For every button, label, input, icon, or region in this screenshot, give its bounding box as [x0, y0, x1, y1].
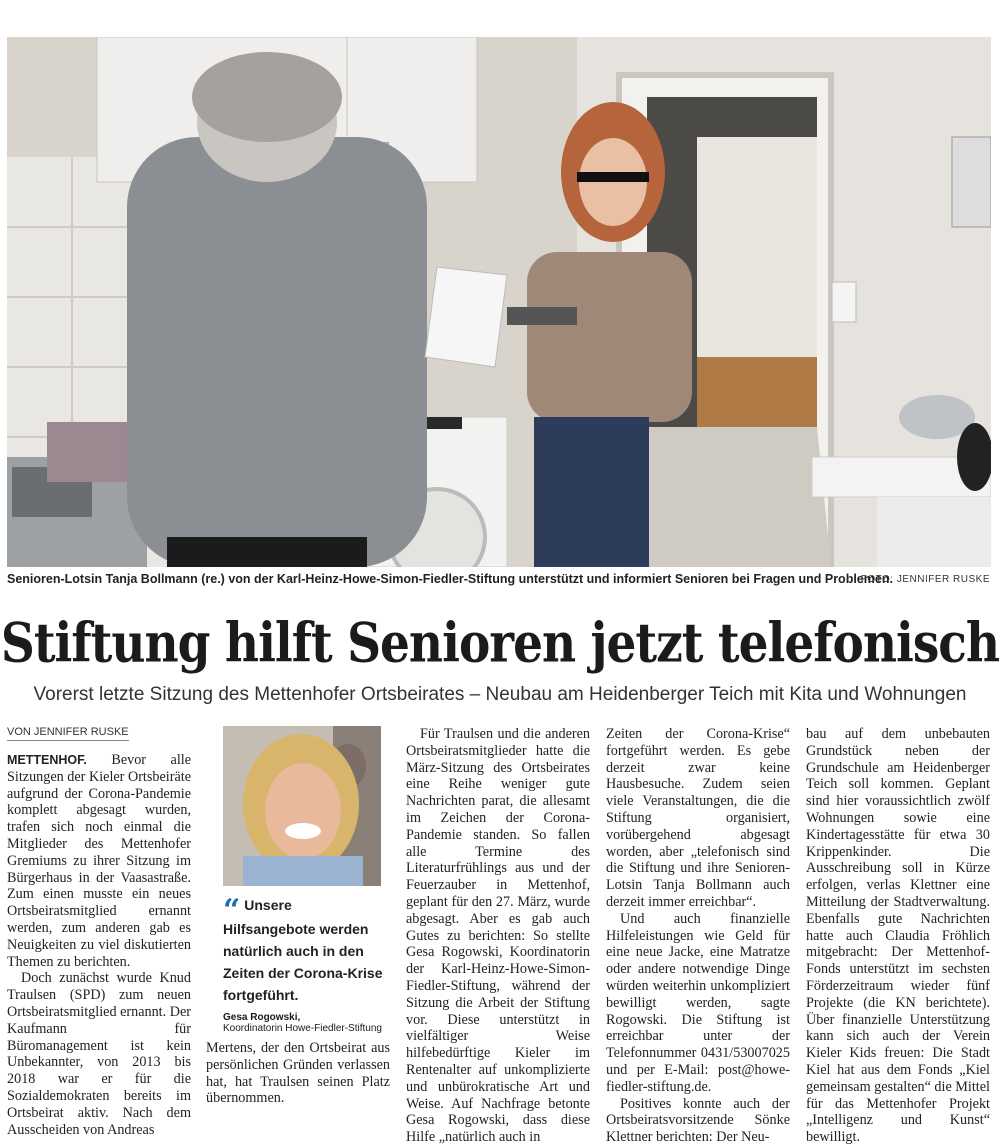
paragraph: Und auch finanzielle Hilfeleistungen wie Geld für eine neue Jacke, eine Matratze oder andere notwendige Dinge würden weiterhin unkompliziert bewilligt werden, sagte Rogowski. Die Stiftung ist erreichbar unter der Telefonnummer 0431/53007025 und per E-Mail: post@howe-fiedler-stiftung.de. — [606, 910, 790, 1095]
quote-body: Unsere Hilfsangebote werden natürlich auch in den Zeiten der Corona-Krise fortgeführt. — [223, 897, 383, 1003]
article-column-3 — [406, 726, 590, 1146]
quote-mark-icon: “ — [223, 893, 241, 928]
subheadline: Vorerst letzte Sitzung des Mettenhofer Ortsbeirates – Neubau am Heidenberger Teich mit Kita und Wohnungen — [33, 684, 967, 705]
quote-author-role: Koordinatorin Howe-Fiedler-Stiftung — [223, 1023, 382, 1034]
article-column-2 — [206, 1040, 390, 1107]
paragraph: Doch zunächst wurde Knud Traulsen (SPD) zum neuen Ortsbeiratsmitglied ernannt. Der Kaufmann für Büromanagement ist kein Unbekannter, von 2013 bis 2018 war er für die Sozialdemokraten bereits im Ortsbeirat aktiv. Nach dem Ausscheiden von Andreas — [7, 970, 191, 1138]
article-column-4 — [606, 726, 790, 1146]
portrait-photo — [223, 726, 381, 886]
photo-caption: Senioren-Lotsin Tanja Bollmann (re.) von der Karl-Heinz-Howe-Simon-Fiedler-Stiftung unterstützt und informiert Senioren bei Fragen und Problemen. — [7, 572, 893, 586]
quote-author: Gesa Rogowski, — [223, 1012, 301, 1023]
article-column-5 — [806, 726, 990, 1146]
paragraph: Mertens, der den Ortsbeirat aus persönlichen Gründen verlassen hat, hat Traulsen seinen Platz übernommen. — [206, 1040, 390, 1107]
pull-quote — [223, 894, 388, 1034]
paragraph-text: Bevor alle Sitzungen der Kieler Ortsbeiräte aufgrund der Corona-Pandemie komplett abgesagt wurden, trafen sich noch einmal die Mitglieder des Mettenhofer Gremiums zu ihrer Sitzung im Bürgerhaus in der Vaasastraße. Zum einen musste ein neues Ortsbeiratsmitglied ernannt werden, zum anderen gab es Neuigkeiten zu viel diskutierten Themen zu berichten. — [7, 752, 192, 970]
paragraph: Positives konnte auch der Ortsbeiratsvorsitzende Sönke Klettner berichten: Der Neu- — [606, 1095, 790, 1146]
photo-credit: FOTO: JENNIFER RUSKE — [860, 574, 990, 585]
paragraph: bau auf dem unbebauten Grundstück neben der Grundschule am Heidenberger Teich soll kommen. Geplant sind hier voraussichtlich zwölf Wohnungen sowie eine Kindertagesstätte für etwa 30 Krippenkinder. Die Ausschreibung soll in Kürze erfolgen, verlas Klettner eine Mitteilung der Stadtverwaltung. Ebenfalls gute Nachrichten hatte auch Claudia Fröhlich mitgebracht: Der Mettenhof-Fonds unterstützt im sechsten Förderzeitraum wieder fünf Projekte (die KN berichtete). Über finanzielle Unterstützung kann sich auch der Verein Kieler Kids freuen: Die Stadt Kiel hat aus dem Fonds „Kiel gemeinsam gestalten“ die Mittel für das Mettenhofer Projekt „Intelligenz und Kunst“ bewilligt. — [806, 726, 990, 1146]
byline: VON JENNIFER RUSKE — [7, 726, 129, 741]
dateline: METTENHOF. — [7, 753, 87, 767]
paragraph — [7, 752, 191, 970]
headline: Stiftung hilft Senioren jetzt telefonisch — [0, 612, 1000, 676]
quote-text — [223, 894, 388, 1006]
article-column-1 — [7, 752, 191, 1138]
paragraph: Für Traulsen und die anderen Ortsbeiratsmitglieder hatte die März-Sitzung des Ortsbeirates eine Reihe weniger gute Nachrichten parat, die allesamt im Zeichen der Corona-Pandemie standen. So fallen alle Termine des Literaturfrühlings aus und der Feuerzauber in Mettenhof, geplant für den 27. März, wurde abgesagt. Aber es gab auch Gutes zu berichten: So stellte Gesa Rogowski, Koordinatorin der Karl-Heinz-Howe-Simon-Fiedler-Stiftung, während der Sitzung die Arbeit der Stiftung vor. Diese unterstützt in vielfältiger Weise hilfebedürftige Kieler im Rentenalter auf unkomplizierte und unbürokratische Art und Weise. Auf Nachfrage betonte Gesa Rogowski, dass diese Hilfe „natürlich auch in — [406, 726, 590, 1146]
paragraph: Zeiten der Corona-Krise“ fortgeführt werden. Es gebe derzeit zwar keine Hausbesuche. Zudem seien viele Veranstaltungen, die die Stiftung organisiert, vorübergehend abgesagt worden, aber „telefonisch sind die Stiftung und ihre Senioren-Lotsin Tanja Bollmann auch derzeit immer erreichbar“. — [606, 726, 790, 910]
main-photo — [7, 37, 991, 567]
